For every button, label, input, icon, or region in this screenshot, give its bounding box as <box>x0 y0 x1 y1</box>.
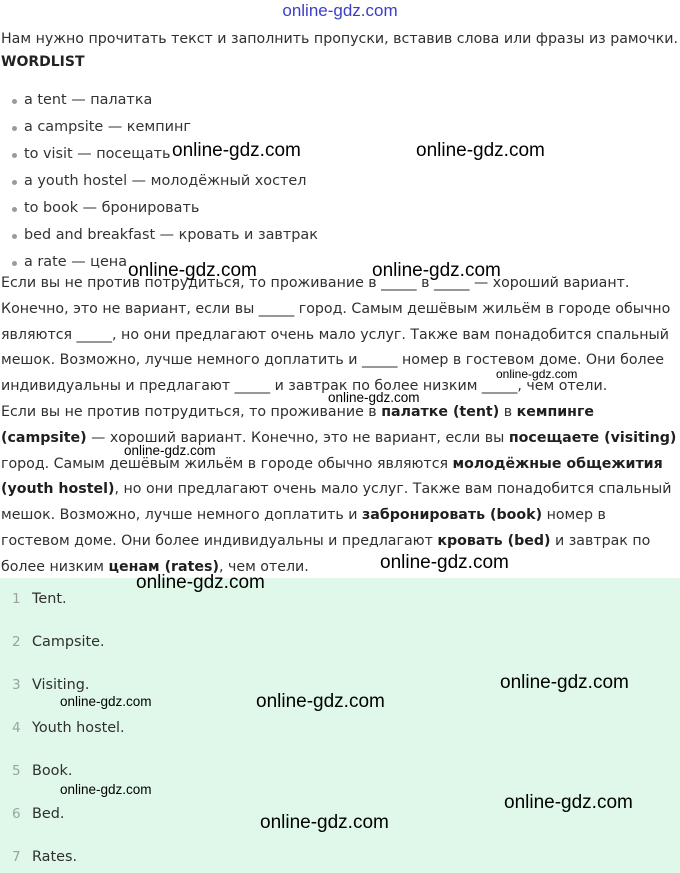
wordlist-item <box>0 222 318 249</box>
answer-row <box>0 627 680 657</box>
text-span: Если вы не против потрудиться, то проживание в <box>1 404 382 420</box>
bullet-icon <box>12 234 17 239</box>
answer-number: 6 <box>12 806 21 822</box>
watermark: online-gdz.com <box>256 691 385 712</box>
watermark: online-gdz.com <box>136 572 265 593</box>
answer-text: Tent. <box>32 591 67 607</box>
wordlist-item <box>0 87 318 114</box>
answer-highlight: палатке (tent) <box>381 404 500 420</box>
wordlist-item-text: to visit — посещать <box>24 146 171 162</box>
watermark: online-gdz.com <box>500 672 629 693</box>
gap-text-line: Если вы не против потрудиться, то проживание в _____ в _____ — хороший вариант. <box>1 275 630 291</box>
watermark: online-gdz.com <box>260 812 389 833</box>
gap-text <box>1 271 679 400</box>
wordlist-item <box>0 168 318 195</box>
answer-number: 7 <box>12 849 21 865</box>
watermark: online-gdz.com <box>60 782 152 797</box>
answer-highlight: забронировать (book) <box>362 507 543 524</box>
answer-highlight: кровать (bed) <box>437 532 551 549</box>
gap-text-line: Конечно, это не вариант, если вы _____ город. Самым дешёвым жильём в городе обычно <box>1 300 671 317</box>
watermark: online-gdz.com <box>372 260 501 281</box>
wordlist <box>0 87 318 276</box>
answer-text: Bed. <box>32 806 65 822</box>
wordlist-item <box>0 195 318 222</box>
wordlist-item-text: a rate — цена <box>24 254 128 270</box>
answer-text: Campsite. <box>32 634 105 650</box>
answer-number: 4 <box>12 720 21 736</box>
bullet-icon <box>12 153 17 158</box>
wordlist-title: WORDLIST <box>1 54 85 70</box>
watermark: online-gdz.com <box>416 140 545 161</box>
watermark: online-gdz.com <box>60 694 152 709</box>
answer-number: 3 <box>12 677 21 693</box>
watermark: online-gdz.com <box>128 260 257 281</box>
wordlist-item-text: a campsite — кемпинг <box>24 119 191 135</box>
answer-row <box>0 842 680 872</box>
text-span: , но они предлагают очень мало услуг. Также вам понадобится спальный мешок. Возможно, лучше немного доплатить и <box>1 481 672 524</box>
text-span: город. Самым дешёвым жильём в городе обычно являются <box>1 455 453 472</box>
text-span: номер в гостевом доме. Они более индивидуальны и предлагают <box>1 507 606 549</box>
text-span: — хороший вариант. Конечно, это не вариант, если вы <box>86 429 509 446</box>
bullet-icon <box>12 99 17 104</box>
bullet-icon <box>12 126 17 131</box>
answer-number: 1 <box>12 591 21 607</box>
watermark: online-gdz.com <box>496 367 578 381</box>
answer-highlight: кемпинге (campsite) <box>1 404 595 446</box>
bullet-icon <box>12 180 17 185</box>
gap-text-line: являются _____, но они предлагают очень мало услуг. Также вам понадобится спальный <box>1 326 669 343</box>
gap-text-line: индивидуальны и предлагают _____ и завтрак по более низким _____, чем отели. <box>1 378 608 395</box>
wordlist-item-text: bed and breakfast — кровать и завтрак <box>24 227 318 243</box>
answer-number: 2 <box>12 634 21 650</box>
watermark: online-gdz.com <box>124 443 216 458</box>
watermark: online-gdz.com <box>504 792 633 813</box>
answer-row <box>0 713 680 743</box>
gap-text-line: мешок. Возможно, лучше немного доплатить и _____ номер в гостевом доме. Они более <box>1 352 665 369</box>
answer-highlight: посещаете (visiting) <box>508 429 677 446</box>
bullet-icon <box>12 261 17 266</box>
bullet-icon <box>12 207 17 212</box>
text-span: , чем отели. <box>218 558 309 575</box>
watermark: online-gdz.com <box>328 390 420 405</box>
answer-highlight: ценам (rates) <box>108 558 219 575</box>
watermark: online-gdz.com <box>380 552 509 573</box>
text-span: и завтрак по более низким <box>1 532 651 575</box>
answer-text: Book. <box>32 763 73 779</box>
answer-row <box>0 584 680 614</box>
answer-highlight: молодёжные общежития (youth hostel) <box>1 455 663 498</box>
wordlist-item <box>0 114 318 141</box>
site-header-link[interactable]: online-gdz.com <box>282 1 398 20</box>
wordlist-item-text: a tent — палатка <box>24 92 153 108</box>
wordlist-item-text: a youth hostel — молодёжный хостел <box>24 173 307 189</box>
answer-text: Visiting. <box>32 677 90 693</box>
text-span: в <box>499 404 517 420</box>
answer-number: 5 <box>12 763 21 779</box>
filled-text <box>1 400 679 581</box>
wordlist-item-text: to book — бронировать <box>24 200 200 216</box>
task-instruction: Нам нужно прочитать текст и заполнить пропуски, вставив слова или фразы из рамочки. <box>1 31 678 47</box>
watermark: online-gdz.com <box>172 140 301 161</box>
answer-text: Rates. <box>32 849 78 865</box>
answer-text: Youth hostel. <box>32 720 125 736</box>
